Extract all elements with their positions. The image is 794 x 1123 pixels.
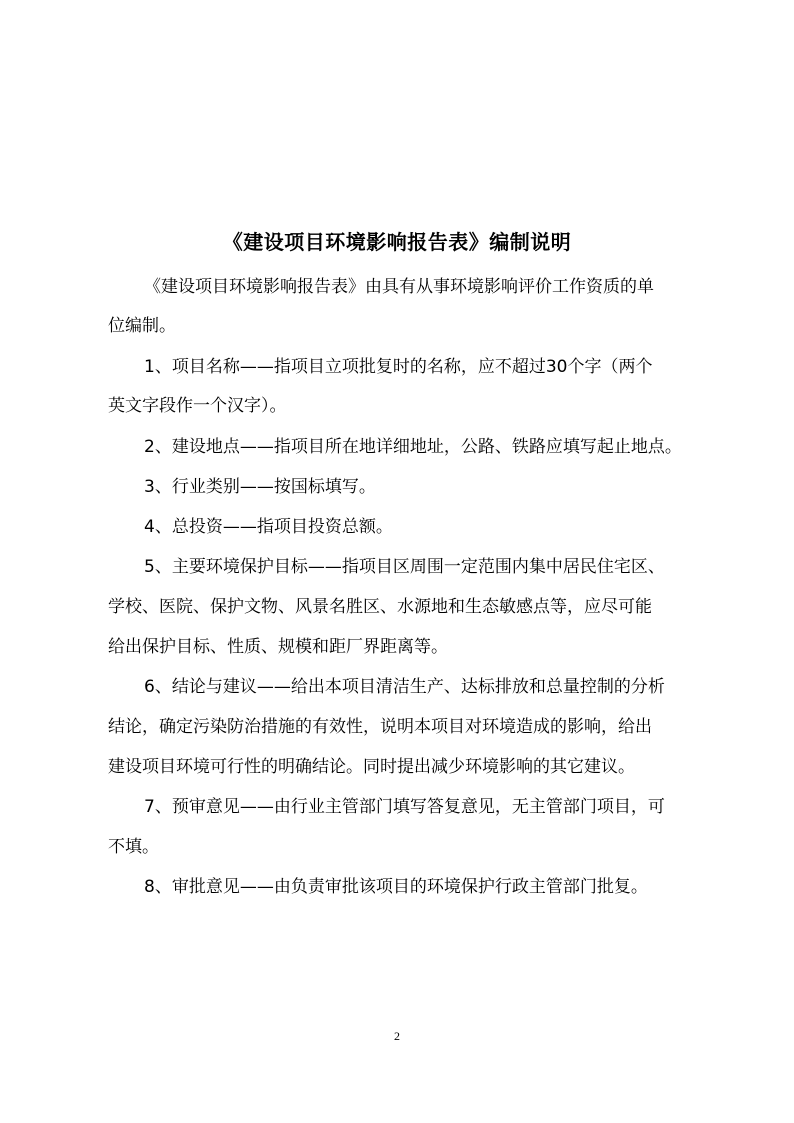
paragraph-line: 不填。 <box>108 837 159 857</box>
paragraph-line: 《建设项目环境影响报告表》由具有从事环境影响评价工作资质的单 <box>144 277 654 297</box>
paragraph-line: 建设项目环境可行性的明确结论。同时提出减少环境影响的其它建议。 <box>108 757 635 777</box>
paragraph-line: 2、建设地点——指项目所在地详细地址，公路、铁路应填写起止地点。 <box>144 437 682 457</box>
paragraph-line: 5、主要环境保护目标——指项目区周围一定范围内集中居民住宅区、 <box>144 557 665 577</box>
paragraph-line: 1、项目名称——指项目立项批复时的名称，应不超过30个字（两个 <box>144 357 653 377</box>
paragraph-line: 4、总投资——指项目投资总额。 <box>144 517 393 537</box>
paragraph-line: 给出保护目标、性质、规模和距厂界距离等。 <box>108 637 448 657</box>
document-title: 《建设项目环境影响报告表》编制说明 <box>222 230 572 254</box>
paragraph-line: 3、行业类别——按国标填写。 <box>144 477 376 497</box>
page-number: 2 <box>394 1029 400 1043</box>
paragraph-line: 位编制。 <box>108 316 176 336</box>
paragraph-line: 6、结论与建议——给出本项目清洁生产、达标排放和总量控制的分析 <box>144 677 665 697</box>
paragraph-line: 英文字段作一个汉字）。 <box>108 396 287 416</box>
paragraph-line: 结论，确定污染防治措施的有效性，说明本项目对环境造成的影响，给出 <box>108 717 652 737</box>
paragraph-line: 8、审批意见——由负责审批该项目的环境保护行政主管部门批复。 <box>144 877 648 897</box>
paragraph-line: 7、预审意见——由行业主管部门填写答复意见，无主管部门项目，可 <box>144 797 665 817</box>
paragraph-line: 学校、医院、保护文物、风景名胜区、水源地和生态敏感点等，应尽可能 <box>108 597 652 617</box>
